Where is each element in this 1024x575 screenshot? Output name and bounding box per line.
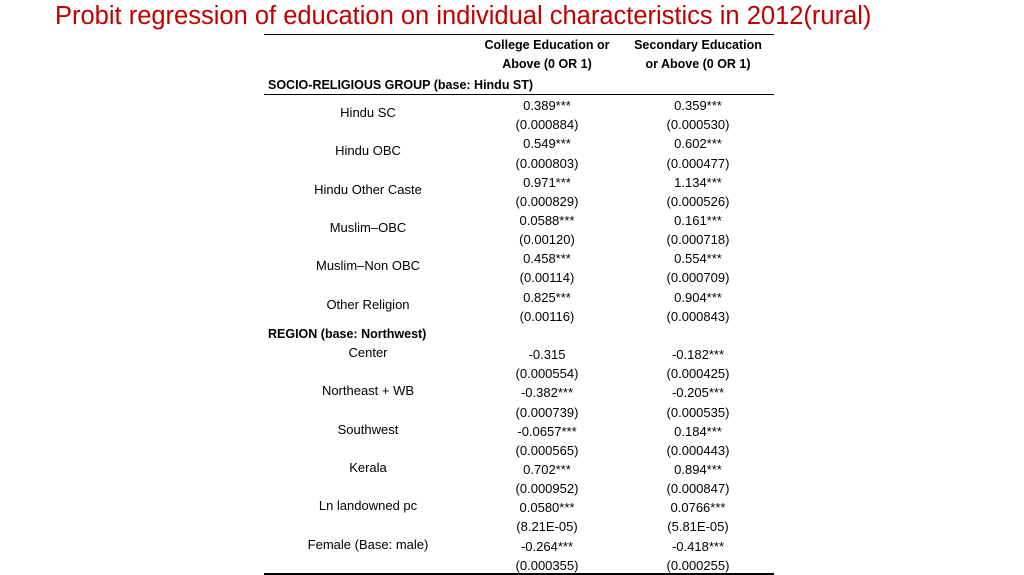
secondary-coefficient-cell [623,345,773,383]
slide-title: Probit regression of education on individual characteristics in 2012(rural) [55,2,872,30]
college-coefficient-cell [472,288,622,326]
header-bottom-rule [264,94,774,95]
standard-error: (0.00120) [519,232,575,248]
table-row [264,460,774,498]
coefficient-value: 0.359*** [674,98,722,113]
standard-error: (0.00114) [519,270,575,286]
column-header-college-line1: College Education or [484,38,610,52]
standard-error: (0.000425) [666,366,730,382]
coefficient-value: -0.205*** [671,385,725,401]
standard-error: (0.000565) [515,442,579,458]
row-label: Hindu OBC [335,143,401,159]
coefficient-value: 0.389*** [523,98,571,113]
college-coefficient-cell [472,249,622,287]
table-row [264,288,774,326]
college-coefficient-cell [472,345,622,383]
college-coefficient-cell [472,383,622,421]
row-label: Hindu Other Caste [314,181,422,197]
secondary-coefficient-cell [623,134,773,172]
standard-error: (0.000535) [666,404,730,420]
standard-error: (8.21E-05) [516,519,578,535]
secondary-coefficient-cell [623,96,773,134]
coefficient-value: 0.0588*** [519,212,575,228]
row-label: Other Religion [326,296,410,312]
row-label: Center [348,345,388,360]
row-label: Southwest [337,421,399,437]
row-label: Kerala [349,459,387,475]
table-row [264,537,774,575]
coefficient-value: 0.0580*** [519,500,575,516]
section-heading-socio-religious: SOCIO-RELIGIOUS GROUP (base: Hindu ST) [268,78,534,92]
secondary-coefficient-cell [623,211,773,249]
row-label: Muslim–Non OBC [315,258,421,274]
college-coefficient-cell [472,537,622,575]
secondary-coefficient-cell [623,173,773,211]
secondary-coefficient-cell [623,383,773,421]
column-header-secondary [623,36,773,74]
column-header-secondary-line1: Secondary Education [634,38,762,52]
column-header-secondary-line2: or Above (0 OR 1) [645,57,751,71]
table-row [264,211,774,249]
coefficient-value: 0.825*** [523,289,571,305]
row-label: Northeast + WB [321,383,415,399]
college-coefficient-cell [472,173,622,211]
secondary-coefficient-cell [623,498,773,536]
standard-error: (0.000884) [515,117,579,133]
table-row [264,345,774,383]
coefficient-value: 0.549*** [523,136,571,152]
table-top-rule [264,34,774,35]
college-coefficient-cell [472,211,622,249]
standard-error: (0.000829) [515,193,579,209]
coefficient-value: 0.602*** [674,136,722,152]
section-heading-region: REGION (base: Northwest) [268,327,427,341]
secondary-coefficient-cell [623,537,773,575]
standard-error: (0.000443) [666,442,730,458]
standard-error: (0.000477) [666,155,730,171]
college-coefficient-cell [472,134,622,172]
college-coefficient-cell [472,422,622,460]
row-label: Muslim–OBC [329,219,407,235]
college-coefficient-cell [472,498,622,536]
secondary-coefficient-cell [623,422,773,460]
standard-error: (0.000847) [666,481,730,497]
standard-error: (0.000718) [666,232,730,248]
coefficient-value: -0.382*** [520,385,574,401]
coefficient-value: 0.702*** [523,461,571,477]
coefficient-value: -0.418*** [671,538,725,554]
row-label: Ln landowned pc [318,498,418,514]
coefficient-value: 0.971*** [523,174,571,190]
secondary-coefficient-cell [623,460,773,498]
table-row [264,96,774,134]
coefficient-value: -0.264*** [520,538,574,554]
college-coefficient-cell [472,96,622,134]
standard-error: (0.00116) [519,308,575,324]
coefficient-value: -0.315 [528,347,566,362]
coefficient-value: 0.0766*** [670,500,726,516]
coefficient-value: 0.554*** [674,251,722,267]
college-coefficient-cell [472,460,622,498]
standard-error: (0.000952) [515,481,579,497]
standard-error: (0.000803) [515,155,579,171]
standard-error: (0.000843) [666,308,730,324]
table-row [264,249,774,287]
table-row [264,498,774,536]
coefficient-value: 0.904*** [674,289,722,305]
table-row [264,422,774,460]
table-row [264,134,774,172]
column-header-college-line2: Above (0 OR 1) [502,57,592,71]
standard-error: (0.000255) [666,557,730,573]
coefficient-value: -0.0657*** [517,423,577,439]
coefficient-value: 0.184*** [674,423,722,439]
standard-error: (0.000554) [515,366,579,382]
standard-error: (0.000709) [666,270,730,286]
coefficient-value: 1.134*** [674,174,722,190]
row-label: Hindu SC [340,105,396,120]
secondary-coefficient-cell [623,249,773,287]
standard-error: (5.81E-05) [667,519,729,535]
column-header-college [472,36,622,74]
secondary-coefficient-cell [623,288,773,326]
coefficient-value: 0.161*** [674,212,722,228]
standard-error: (0.000355) [515,557,579,573]
standard-error: (0.000739) [515,404,579,420]
coefficient-value: 0.894*** [674,461,722,477]
table-row [264,173,774,211]
standard-error: (0.000530) [666,117,730,133]
table-row [264,383,774,421]
standard-error: (0.000526) [666,193,730,209]
coefficient-value: -0.182*** [671,347,725,362]
coefficient-value: 0.458*** [523,251,571,267]
row-label: Female (Base: male) [307,536,429,552]
